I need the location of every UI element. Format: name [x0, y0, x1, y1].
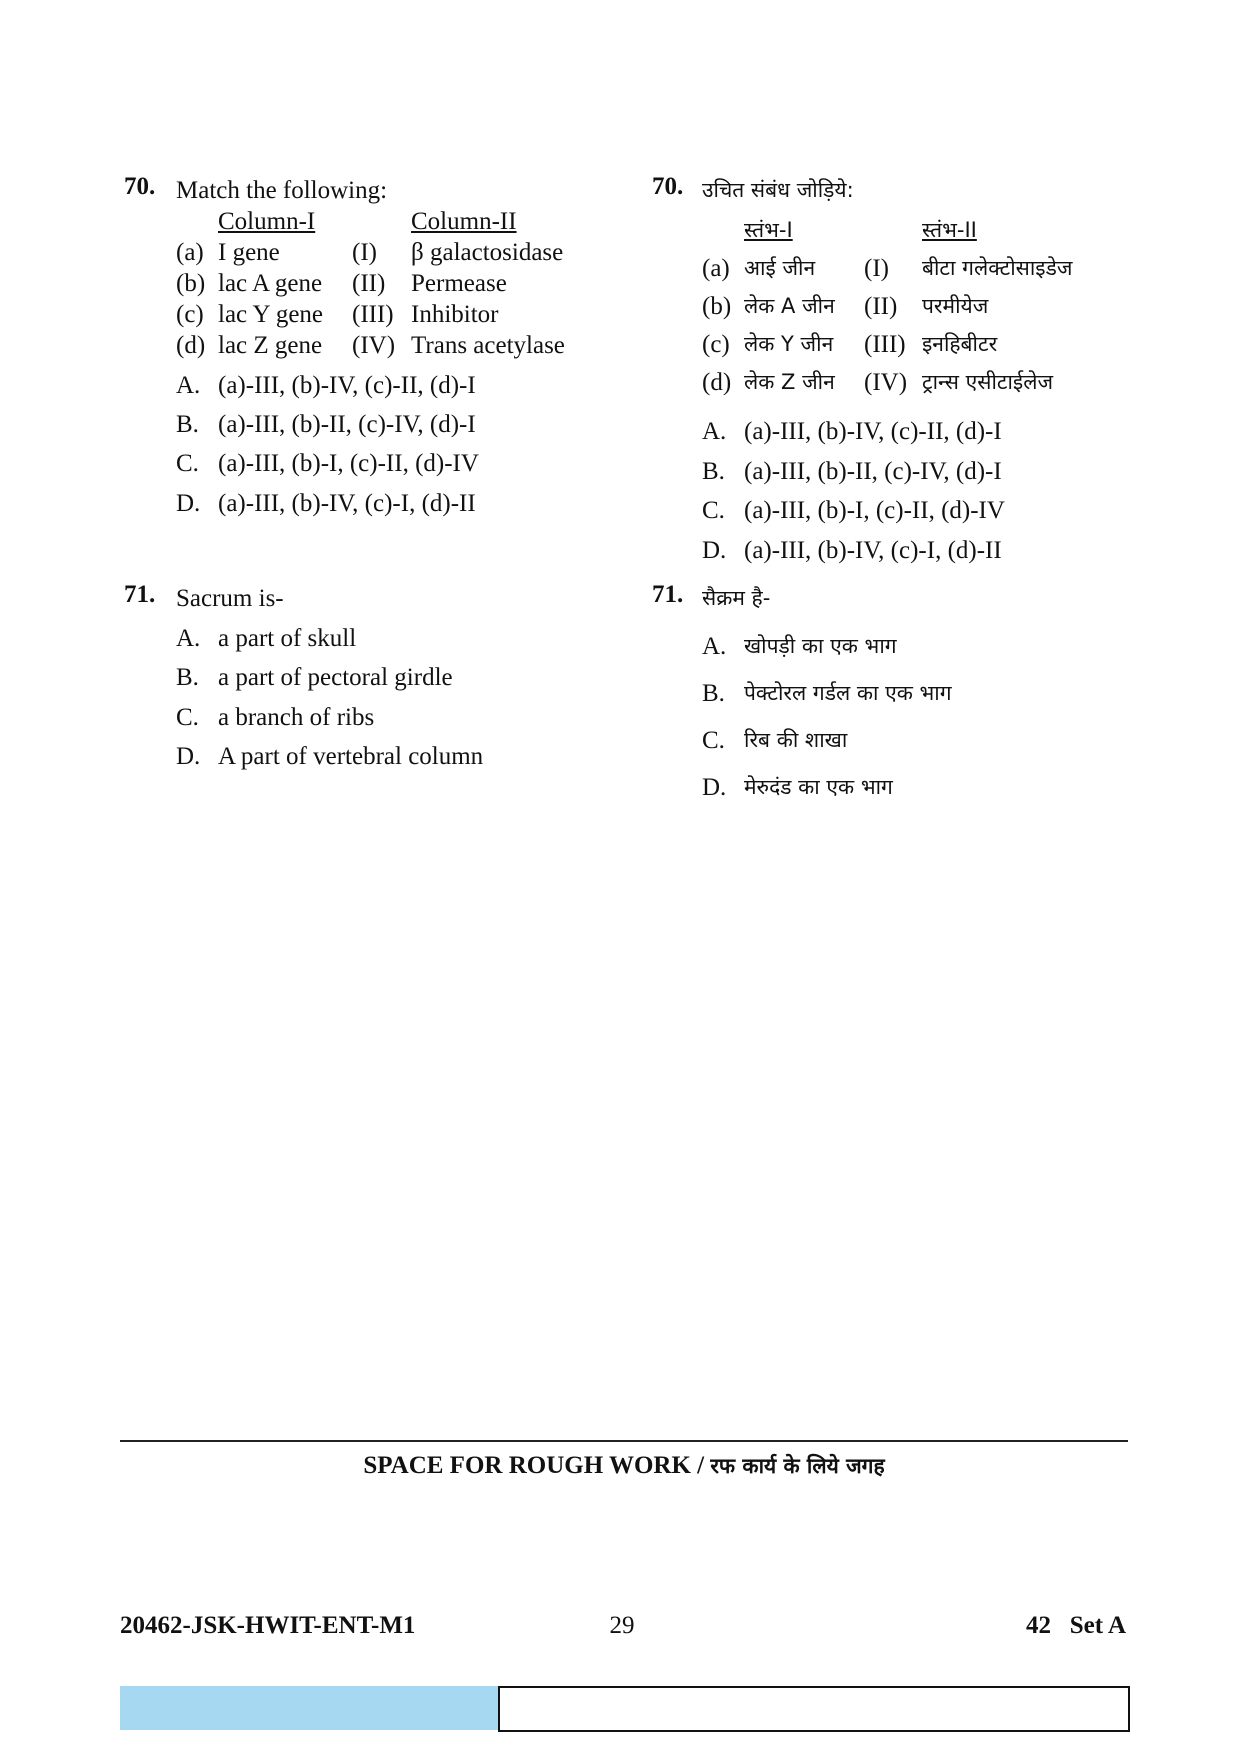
match-row-item: लेक A जीन	[744, 294, 835, 318]
match-row-match: बीटा गलेक्टोसाइडेज	[922, 256, 1073, 280]
column-2-header: Column-II	[411, 208, 517, 235]
match-row-item: I gene	[218, 239, 280, 266]
question-70-stem: Match the following:	[176, 177, 388, 204]
match-row-roman: (IV)	[352, 332, 396, 359]
match-row-key: (c)	[176, 301, 204, 328]
match-row-match: Inhibitor	[411, 301, 499, 328]
match-row-key: (c)	[702, 331, 730, 358]
match-row-key: (a)	[176, 239, 204, 266]
option-text: a part of skull	[218, 625, 357, 652]
question-71-number: 71.	[124, 581, 156, 608]
match-row-key: (d)	[702, 369, 732, 396]
option-text: (a)-III, (b)-II, (c)-IV, (d)-I	[218, 411, 476, 438]
option-text: पेक्टोरल गर्डल का एक भाग	[744, 681, 952, 705]
page-number: 29	[609, 1612, 635, 1639]
option-text: (a)-III, (b)-IV, (c)-I, (d)-II	[218, 490, 476, 517]
option-letter: C.	[702, 497, 725, 524]
rough-work-divider	[120, 1440, 1128, 1442]
option-letter: A.	[702, 633, 727, 660]
question-71-stem: Sacrum is-	[176, 585, 284, 612]
option-letter: C.	[176, 450, 199, 477]
match-row-key: (a)	[702, 255, 730, 282]
option-letter: D.	[176, 490, 201, 517]
match-row-item: आई जीन	[744, 256, 816, 280]
rough-work-label-hindi: रफ कार्य के लिये जगह	[710, 1454, 885, 1478]
question-70-number: 70.	[124, 173, 156, 200]
match-row-match: परमीयेज	[922, 294, 989, 318]
paper-code: 20462-JSK-HWIT-ENT-M1	[120, 1612, 416, 1639]
option-letter: D.	[702, 537, 727, 564]
option-letter: B.	[176, 411, 199, 438]
option-text: (a)-III, (b)-IV, (c)-II, (d)-I	[218, 372, 476, 399]
option-text: a part of pectoral girdle	[218, 664, 453, 691]
column-2-header-hindi: स्तंभ-II	[922, 218, 977, 242]
match-row-key: (b)	[702, 293, 732, 320]
option-letter: B.	[702, 680, 725, 707]
option-letter: D.	[176, 743, 201, 770]
match-row-item: lac Z gene	[218, 332, 323, 359]
option-text: खोपड़ी का एक भाग	[744, 634, 897, 658]
option-text: मेरुदंड का एक भाग	[744, 775, 893, 799]
question-70-number-hindi: 70.	[652, 173, 684, 200]
question-71-stem-hindi: सैक्रम है-	[702, 586, 771, 610]
option-text: A part of vertebral column	[218, 743, 484, 770]
match-row-key: (d)	[176, 332, 206, 359]
match-row-item: लेक Y जीन	[744, 332, 834, 356]
match-row-key: (b)	[176, 270, 206, 297]
option-letter: B.	[176, 664, 199, 691]
option-text: a branch of ribs	[218, 704, 375, 731]
match-row-roman: (I)	[352, 239, 377, 266]
match-row-match: Trans acetylase	[411, 332, 565, 359]
match-row-roman: (I)	[864, 255, 889, 282]
option-text: (a)-III, (b)-IV, (c)-II, (d)-I	[744, 418, 1002, 445]
match-row-match: ट्रान्स एसीटाईलेज	[922, 370, 1054, 394]
match-row-roman: (II)	[352, 270, 386, 297]
column-1-header-hindi: स्तंभ-I	[744, 218, 793, 242]
option-text: (a)-III, (b)-I, (c)-II, (d)-IV	[744, 497, 1005, 524]
set-info: 42 Set A	[1026, 1612, 1126, 1639]
match-row-roman: (III)	[864, 331, 906, 358]
option-letter: A.	[176, 372, 201, 399]
option-letter: A.	[176, 625, 201, 652]
match-row-item: lac Y gene	[218, 301, 324, 328]
option-letter: D.	[702, 774, 727, 801]
footer-color-bar	[120, 1686, 498, 1730]
option-letter: A.	[702, 418, 727, 445]
footer-empty-box	[498, 1686, 1130, 1732]
question-71-number-hindi: 71.	[652, 581, 684, 608]
option-text: रिब की शाखा	[744, 728, 848, 752]
match-row-match: Permease	[411, 270, 507, 297]
rough-work-label-english: SPACE FOR ROUGH WORK /	[363, 1452, 711, 1479]
match-row-roman: (II)	[864, 293, 898, 320]
option-letter: B.	[702, 458, 725, 485]
option-letter: C.	[702, 727, 725, 754]
match-row-item: lac A gene	[218, 270, 323, 297]
rough-work-label	[120, 1452, 1128, 1480]
match-row-item: लेक Z जीन	[744, 370, 835, 394]
option-letter: C.	[176, 704, 199, 731]
match-row-roman: (IV)	[864, 369, 908, 396]
option-text: (a)-III, (b)-II, (c)-IV, (d)-I	[744, 458, 1002, 485]
column-1-header: Column-I	[218, 208, 316, 235]
match-row-match: इनहिबीटर	[922, 332, 998, 356]
match-row-roman: (III)	[352, 301, 394, 328]
option-text: (a)-III, (b)-IV, (c)-I, (d)-II	[744, 537, 1002, 564]
match-row-match: β galactosidase	[411, 239, 564, 266]
option-text: (a)-III, (b)-I, (c)-II, (d)-IV	[218, 450, 479, 477]
question-70-stem-hindi: उचित संबंध जोड़िये:	[702, 178, 854, 202]
